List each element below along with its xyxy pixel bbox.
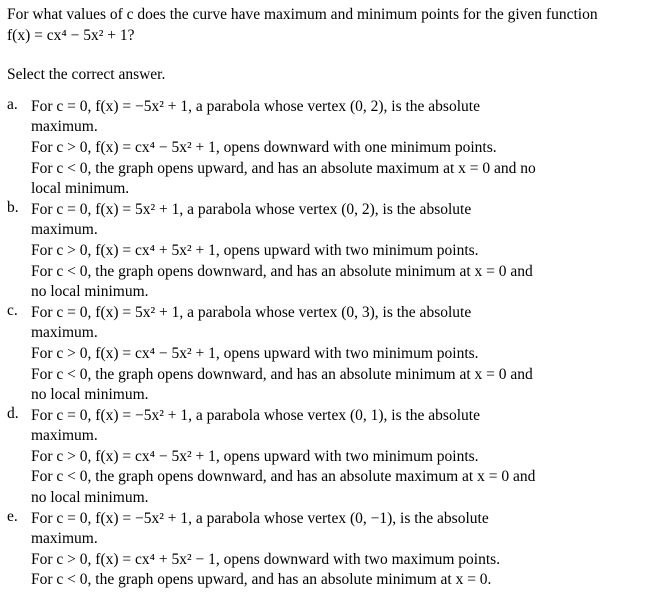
- option-line: For c < 0, the graph opens upward, and has an absolute maximum at x = 0 and no: [31, 159, 536, 177]
- option-line: For c > 0, f(x) = cx⁴ + 5x² − 1, opens downward with two maximum points.: [31, 550, 501, 568]
- option-line: maximum.: [31, 324, 98, 342]
- answer-options: [7, 97, 647, 591]
- option-line: For c > 0, f(x) = cx⁴ − 5x² + 1, opens downward with one minimum points.: [31, 138, 497, 156]
- option-line: For c < 0, the graph opens downward, and has an absolute minimum at x = 0 and: [31, 365, 533, 383]
- option-line: For c > 0, f(x) = cx⁴ − 5x² + 1, opens upward with two minimum points.: [31, 344, 479, 362]
- question-text-line-2: f(x) = cx⁴ − 5x² + 1?: [7, 26, 135, 44]
- option-line: For c = 0, f(x) = −5x² + 1, a parabola whose vertex (0, 1), is the absolute: [31, 406, 480, 424]
- option-letter: e.: [7, 507, 18, 525]
- option-line: For c < 0, the graph opens downward, and has an absolute minimum at x = 0 and: [31, 262, 533, 280]
- answer-option-b[interactable]: [7, 200, 647, 303]
- answer-option-c[interactable]: [7, 303, 647, 406]
- option-letter: c.: [7, 301, 18, 319]
- option-line: For c = 0, f(x) = −5x² + 1, a parabola whose vertex (0, 2), is the absolute: [31, 97, 480, 115]
- answer-option-d[interactable]: [7, 406, 647, 509]
- option-letter: d.: [7, 404, 19, 422]
- option-line: For c < 0, the graph opens downward, and has an absolute maximum at x = 0 and: [31, 468, 536, 486]
- option-line: maximum.: [31, 221, 98, 239]
- option-line: For c > 0, f(x) = cx⁴ − 5x² + 1, opens upward with two minimum points.: [31, 447, 479, 465]
- option-line: For c = 0, f(x) = −5x² + 1, a parabola whose vertex (0, −1), is the absolute: [31, 509, 489, 527]
- option-letter: b.: [7, 198, 19, 216]
- option-line: maximum.: [31, 118, 98, 136]
- option-line: no local minimum.: [31, 283, 149, 301]
- answer-option-e[interactable]: [7, 509, 647, 591]
- option-line: maximum.: [31, 530, 98, 548]
- option-line: local minimum.: [31, 180, 130, 198]
- question-text-line-1: For what values of c does the curve have maximum and minimum points for the given function: [7, 6, 598, 23]
- option-line: maximum.: [31, 427, 98, 445]
- instruction-text: Select the correct answer.: [7, 66, 166, 84]
- option-line: no local minimum.: [31, 489, 149, 507]
- question-page: [7, 5, 647, 591]
- option-letter: a.: [7, 95, 18, 113]
- option-line: For c = 0, f(x) = 5x² + 1, a parabola whose vertex (0, 2), is the absolute: [31, 200, 472, 218]
- answer-option-a[interactable]: [7, 97, 647, 200]
- option-line: For c > 0, f(x) = cx⁴ + 5x² + 1, opens upward with two minimum points.: [31, 241, 479, 259]
- option-line: For c < 0, the graph opens upward, and has an absolute minimum at x = 0.: [31, 571, 492, 589]
- option-line: no local minimum.: [31, 386, 149, 404]
- option-line: For c = 0, f(x) = 5x² + 1, a parabola whose vertex (0, 3), is the absolute: [31, 303, 472, 321]
